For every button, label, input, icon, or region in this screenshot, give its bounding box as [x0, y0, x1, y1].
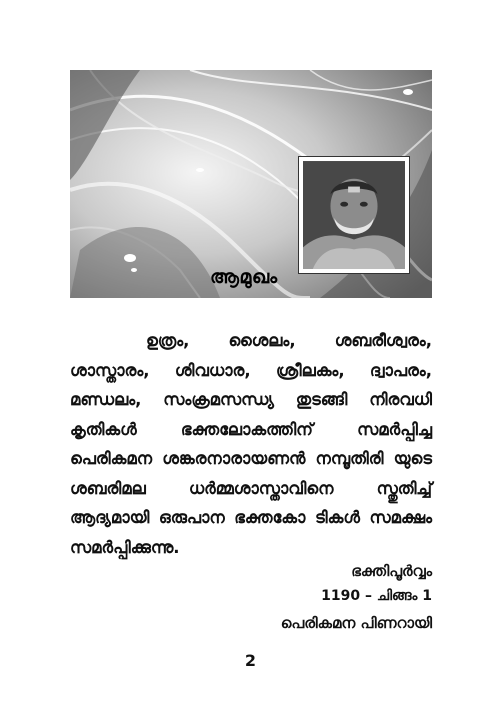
signature-author: പെരികമന പിണറായി [280, 614, 432, 632]
signature-salutation: ഭക്തിപൂർവ്വം [351, 562, 432, 580]
author-portrait-icon [303, 161, 405, 269]
intro-paragraph: ഉത്രം, ശൈലം, ശബരീശ്വരം, ശാസ്താരം, ശിവധാര, ശ്രീലകം, ദ്വാപരം, മണ്ഡലം, സംക്രമസന്ധ്യ തുടങ്ങി നിരവധി കൃതികൾ ഭക്തലോകത്തിന് സമർപ്പിച്ച പെരികമന ശങ്കരനാരായണൻ നമ്പൂതിരി യുടെ ശബരിമല ധർമ്മശാസ്താവിനെ സ്തുതിച്ച് ആദ്യമായി ഒരുപാന ഭക്തകോ ടികൾ സമക്ഷം സമർപ്പിക്കുന്നു. [70, 331, 432, 557]
author-photo [298, 156, 410, 274]
header-banner [70, 70, 432, 298]
page-number: 2 [244, 651, 257, 670]
page-heading: ആമുഖം [210, 266, 278, 288]
signature-date: 1190 – ചിങ്ങം 1 [321, 588, 432, 604]
